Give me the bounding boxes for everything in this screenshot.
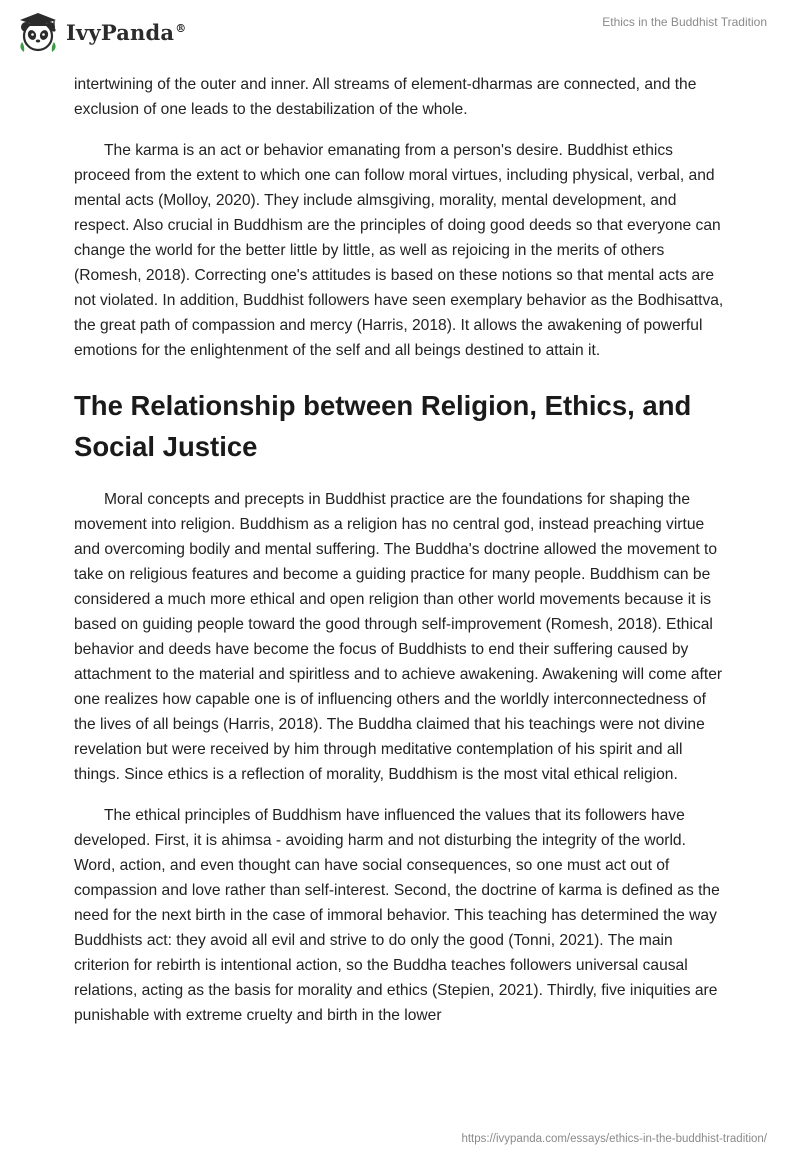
- logo-text: IvyPanda®: [66, 19, 187, 45]
- essay-content: [74, 72, 728, 1044]
- paragraph-karma: The karma is an act or behavior emanating from a person's desire. Buddhist ethics proceed from the extent to which one can follow moral virtues, including physical, verbal, and mental acts (Molloy, 2020). They include almsgiving, morality, mental development, and respect. Also crucial in Buddhism are the principles of doing good deeds so that everyone can change the world for the better little by little, as well as rejoicing in the merits of others (Romesh, 2018). Correcting one's attitudes is based on these notions so that mental acts are not violated. In addition, Buddhist followers have seen exemplary behavior as the Bodhisattva, the great path of compassion and mercy (Harris, 2018). It allows the awakening of powerful emotions for the enlightenment of the self and all beings destined to attain it.: [74, 142, 724, 359]
- panda-graduate-icon: [16, 10, 60, 54]
- page-header: [0, 0, 800, 68]
- document-title: Ethics in the Buddhist Tradition: [602, 15, 767, 29]
- paragraph-moral-concepts: Moral concepts and precepts in Buddhist practice are the foundations for shaping the movement into religion. Buddhism as a religion has no central god, instead preaching virtue and overcoming bodily and mental suffering. The Buddha's doctrine allowed the movement to take on religious features and become a guiding practice for many people. Buddhism can be considered a much more ethical and open religion than other world movements because it is based on guiding people toward the good through self-improvement (Romesh, 2018). Ethical behavior and deeds have become the focus of Buddhists to end their suffering caused by attachment to the material and spiritless and to achieve awakening. Awakening will come after one realizes how capable one is of influencing others and the worldly interconnectedness of the lives of all beings (Harris, 2018). The Buddha claimed that his teachings were not divine revelation but were received by him through meditative contemplation of his spirit and all things. Since ethics is a reflection of morality, Buddhism is the most vital ethical religion.: [74, 491, 723, 783]
- source-url[interactable]: https://ivypanda.com/essays/ethics-in-the-buddhist-tradition/: [461, 1133, 767, 1145]
- ivypanda-logo[interactable]: [16, 10, 186, 54]
- section-heading: The Relationship between Religion, Ethics, and Social Justice: [74, 390, 692, 462]
- paragraph-ethical-principles: The ethical principles of Buddhism have influenced the values that its followers have developed. First, it is ahimsa - avoiding harm and not disturbing the integrity of the world. Word, action, and even thought can have social consequences, so one must act out of compassion and love rather than self-interest. Second, the doctrine of karma is defined as the need for the next birth in the case of immoral behavior. This teaching has determined the way Buddhists act: they avoid all evil and strive to do only the good (Tonni, 2021). The main criterion for rebirth is intentional action, so the Buddha teaches followers universal causal relations, acting as the basis for morality and ethics (Stepien, 2021). Thirdly, five iniquities are punishable with extreme cruelty and birth in the lower: [74, 807, 720, 1024]
- paragraph-continued: intertwining of the outer and inner. All streams of element-dharmas are connected, and the exclusion of one leads to the destabilization of the whole.: [74, 76, 697, 118]
- registered-mark: ®: [175, 21, 187, 35]
